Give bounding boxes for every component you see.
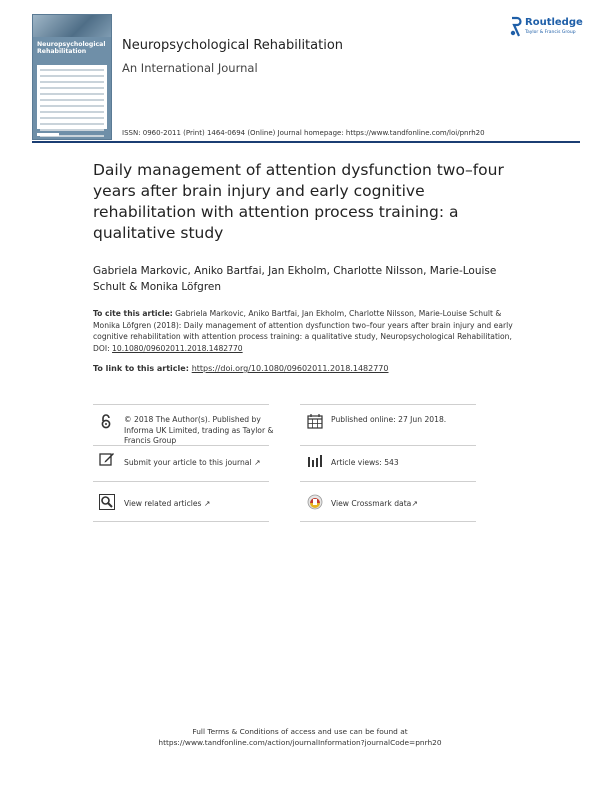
external-link-icon: ↗ [203, 499, 211, 508]
footer-terms: Full Terms & Conditions of access and use can be found at [192, 727, 408, 736]
calendar-icon [307, 413, 323, 429]
footer-terms-url[interactable]: https://www.tandfonline.com/action/journalInformation?journalCode=pnrh20 [158, 737, 442, 747]
submit-article-link[interactable] [124, 458, 260, 469]
crossmark-link[interactable] [331, 499, 418, 510]
related-search-icon [99, 494, 115, 510]
journal-subtitle: An International Journal [122, 61, 258, 75]
crossmark-label: View Crossmark data [331, 499, 412, 508]
related-articles-label: View related articles [124, 499, 202, 508]
citation-block [93, 308, 523, 354]
link-label: To link to this article: [93, 364, 192, 373]
doi-link[interactable]: https://doi.org/10.1080/09602011.2018.1482770 [191, 364, 389, 373]
routledge-logo [510, 16, 590, 42]
divider [93, 521, 269, 522]
journal-title[interactable]: Neuropsychological Rehabilitation [122, 38, 344, 53]
divider [300, 481, 476, 482]
published-date: Published online: 27 Jun 2018. [331, 415, 447, 424]
article-views: Article views: 543 [331, 458, 399, 467]
citation-text: Gabriela Markovic, Aniko Bartfai, Jan Ekholm, Charlotte Nilsson, Marie-Louise Schult & Monika Löfgren (2018): Daily management of attention dysfunction two–four years after brain injury and early cognitive rehabilitation with attention process training: a qualitative study, Neuropsychological Rehabilitation, DOI: [93, 309, 513, 353]
routledge-logo-name: Routledge [525, 17, 583, 28]
divider [93, 404, 269, 405]
external-link-icon: ↗ [411, 499, 418, 508]
submit-article-label: Submit your article to this journal [124, 458, 252, 467]
routledge-logo-tagline: Taylor & Francis Group [525, 30, 576, 35]
footer [0, 727, 600, 748]
citation-label: To cite this article: [93, 309, 173, 318]
issn-line[interactable]: ISSN: 0960-2011 (Print) 1464-0694 (Online) Journal homepage: https://www.tandfonline.com/loi/pnrh20 [122, 129, 485, 137]
article-title: Daily management of attention dysfunction two–four years after brain injury and early cognitive rehabilitation with attention process training: a qualitative study [93, 161, 504, 242]
divider [300, 521, 476, 522]
cover-title: Neuropsychological Rehabilitation [37, 41, 106, 56]
divider [300, 445, 476, 446]
divider [93, 481, 269, 482]
crossmark-icon [307, 494, 323, 510]
routledge-logo-icon [510, 16, 522, 38]
divider [93, 445, 269, 446]
copyright-statement: © 2018 The Author(s). Published by Informa UK Limited, trading as Taylor & Francis Group [124, 415, 274, 445]
link-to-article [93, 364, 389, 373]
external-link-icon: ↗ [253, 458, 261, 467]
header-divider [32, 141, 580, 143]
journal-cover-image [32, 14, 112, 140]
bar-chart-icon [307, 452, 323, 468]
divider [300, 404, 476, 405]
open-access-icon [99, 413, 115, 429]
related-articles-link[interactable] [124, 499, 210, 510]
cover-banner [33, 15, 111, 37]
article-authors: Gabriela Markovic, Aniko Bartfai, Jan Ekholm, Charlotte Nilsson, Marie-Louise Schult & Monika Löfgren [93, 265, 497, 293]
submit-edit-icon [99, 451, 115, 467]
cover-contents [37, 65, 107, 129]
citation-doi-link[interactable]: 10.1080/09602011.2018.1482770 [112, 343, 243, 353]
cover-publisher-mark [37, 133, 59, 136]
